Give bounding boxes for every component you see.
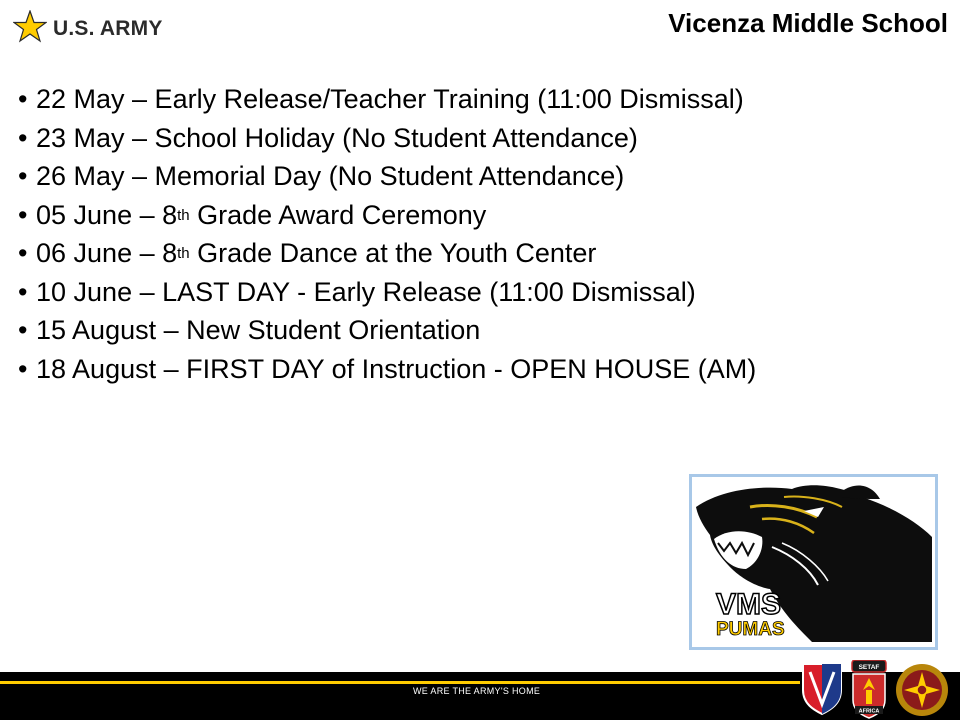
event-list [18,80,756,388]
africa-tab-text: AFRICA [858,708,880,715]
list-item: • 22 May – Early Release/Teacher Training (11:00 Dismissal) [18,84,744,114]
us-army-logo [13,10,163,44]
list-item: • 26 May – Memorial Day (No Student Attendance) [18,161,625,191]
footer-tagline: WE ARE THE ARMY'S HOME [413,686,541,696]
mascot-pumas-text: PUMAS [716,619,785,640]
list-item: • 06 June – 8th Grade Dance at the Youth Center [18,238,597,268]
list-item: • 18 August – FIRST DAY of Instruction - OPEN HOUSE (AM) [18,353,757,384]
mascot-image-frame [689,474,938,650]
army-materiel-command-insignia [800,660,844,716]
star-icon [13,10,47,44]
list-item: • 10 June – LAST DAY - Early Release (11:00 Dismissal) [18,276,696,307]
footer-gold-stripe [0,681,800,684]
page-title: Vicenza Middle School [668,8,948,38]
list-item: • 15 August – New Student Orientation [18,315,481,345]
mascot-vms-text: VMS [716,588,782,621]
brand-text: U.S. ARMY [53,17,163,40]
list-item: • 05 June – 8th Grade Award Ceremony [18,199,487,230]
setaf-africa-insignia [849,660,889,720]
puma-mascot-image [692,477,935,647]
installation-management-insignia [893,660,951,718]
list-item: • 23 May – School Holiday (No Student Attendance) [18,122,638,153]
setaf-tab-text: SETAF [858,664,880,671]
